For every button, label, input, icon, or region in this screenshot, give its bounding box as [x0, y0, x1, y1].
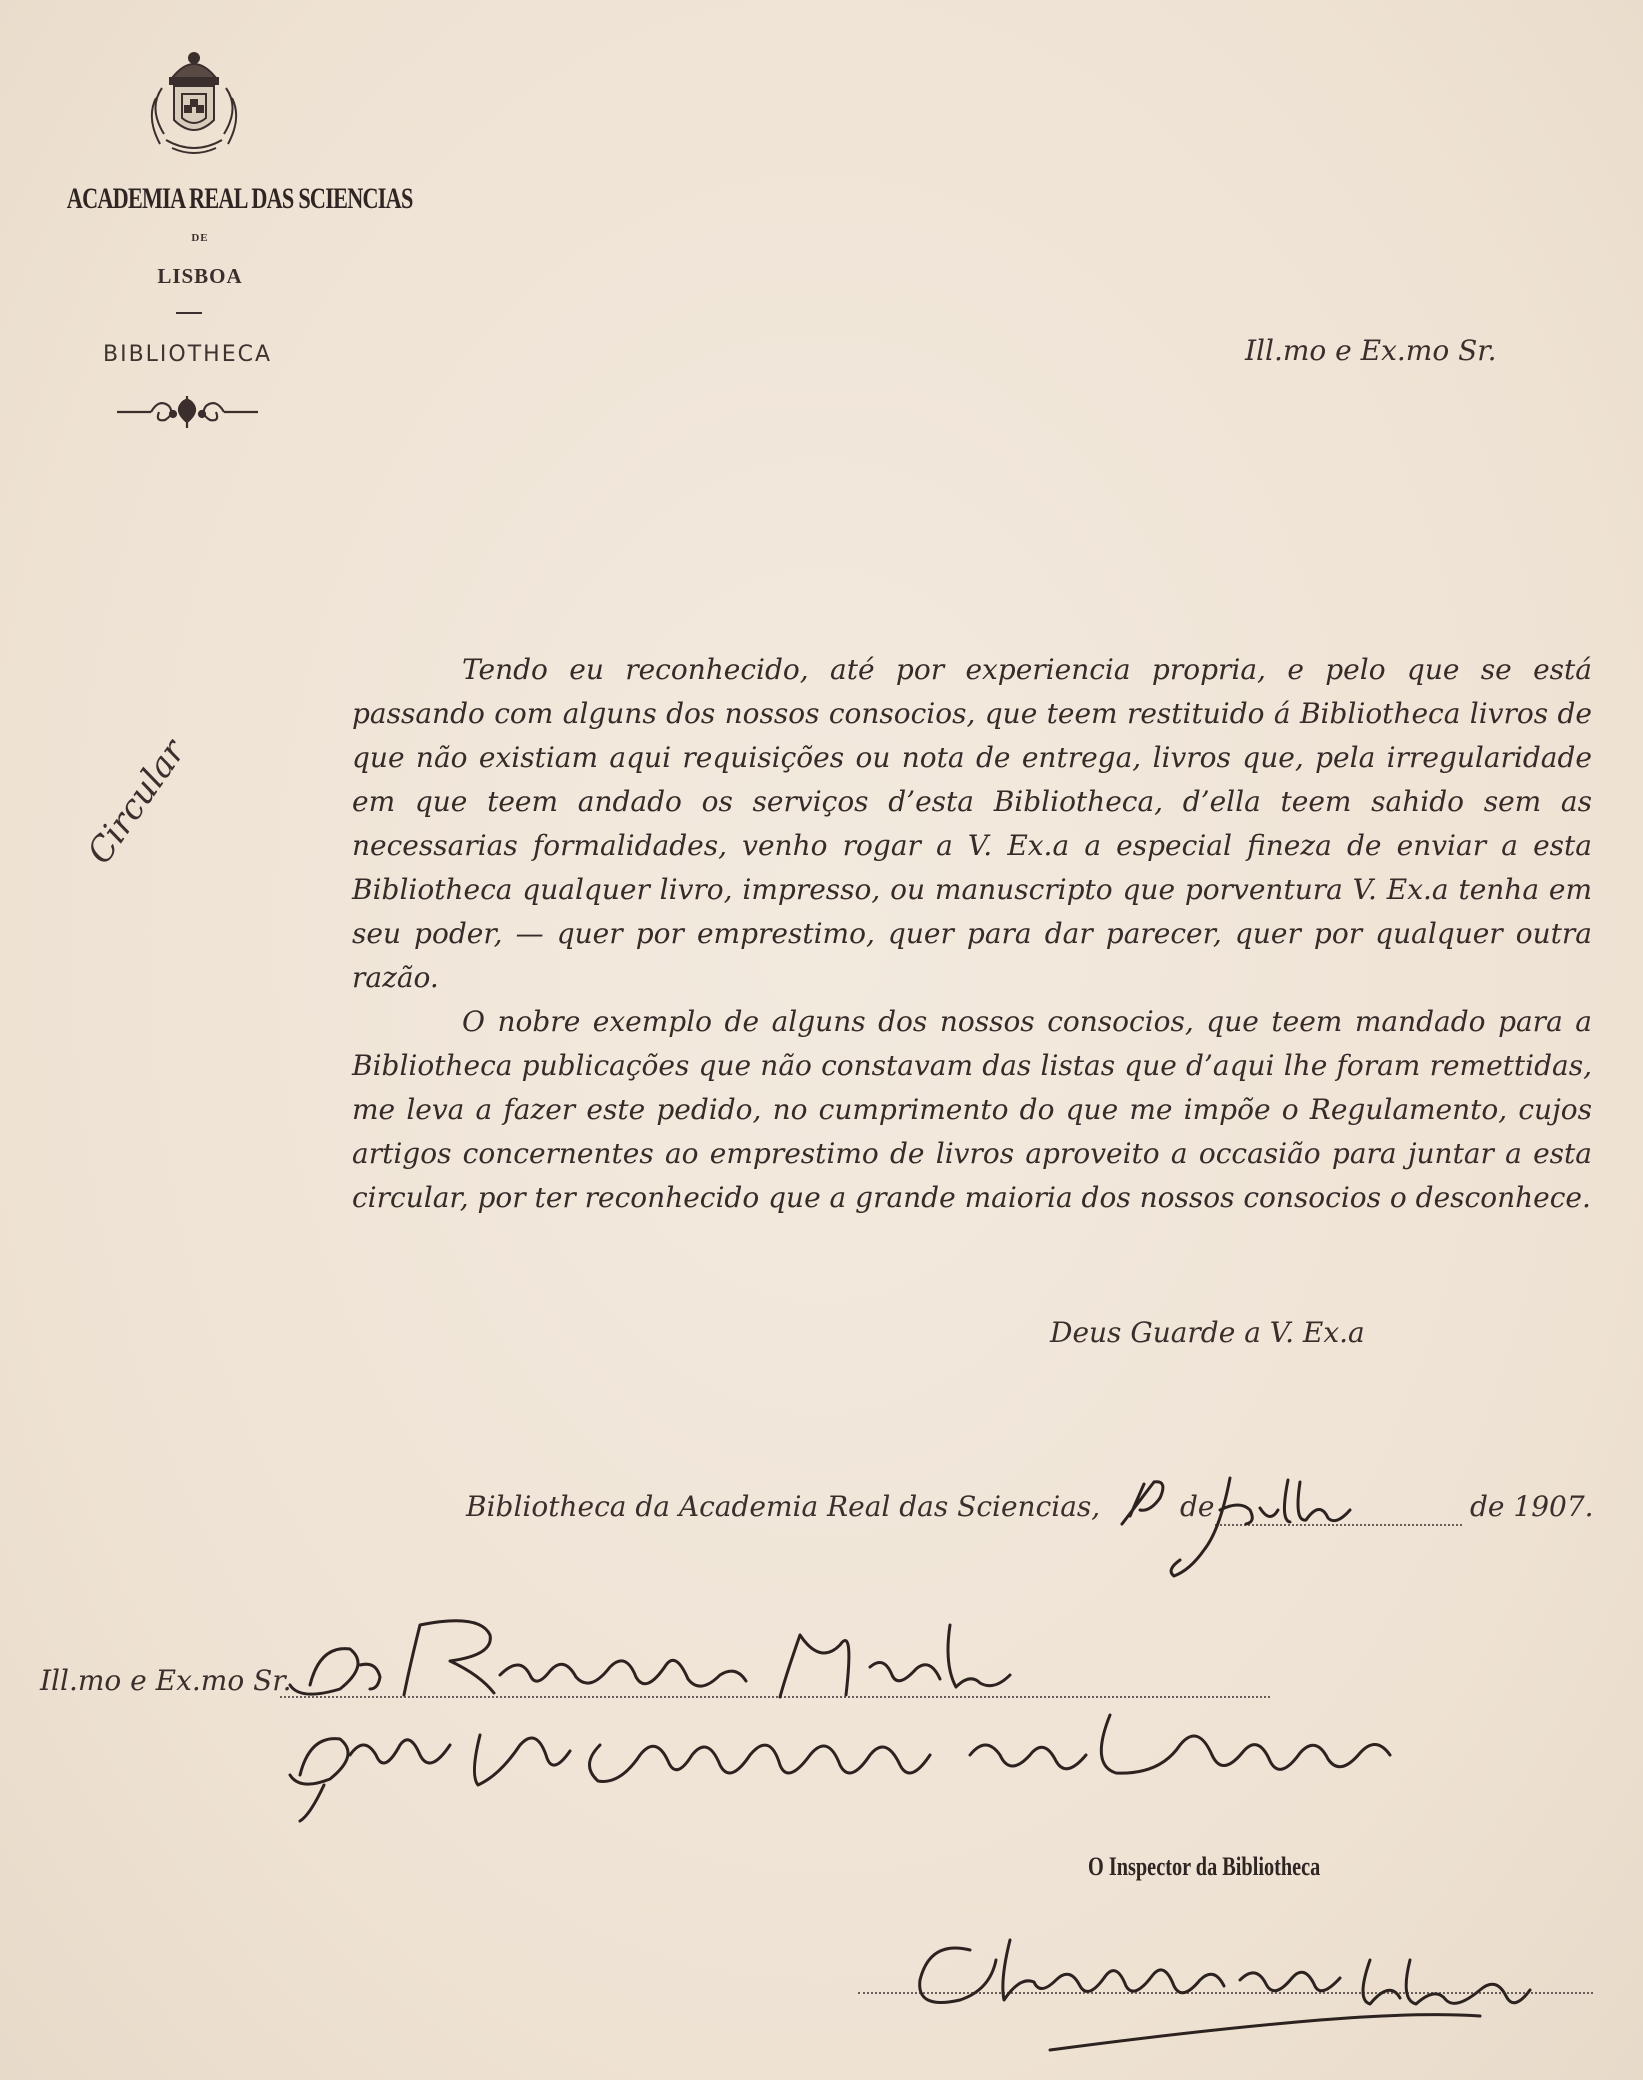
letterhead-divider [176, 312, 202, 314]
handwritten-month-signature [1160, 1470, 1400, 1580]
department-name: BIBLIOTHECA [102, 342, 273, 367]
handwritten-addressee-signature [280, 1605, 1500, 1825]
salutation-heading: Ill.mo e Ex.mo Sr. [1245, 334, 1497, 367]
closing-formula: Deus Guarde a V. Ex.a [1050, 1316, 1365, 1349]
addressee-label: Ill.mo e Ex.mo Sr. [40, 1664, 292, 1697]
institution-preposition: DE [191, 232, 209, 244]
flourish-ornament-icon [115, 392, 260, 432]
signatory-title: O Inspector da Bibliotheca [1088, 1852, 1321, 1881]
handwritten-inspector-signature [900, 1920, 1540, 2070]
institution-city: LISBOA [157, 264, 243, 288]
date-place: Bibliotheca da Academia Real das Sciencias, [466, 1490, 1101, 1523]
royal-coat-of-arms-icon [142, 48, 246, 158]
body-paragraph-2: O nobre exemplo de alguns dos nossos consocios, que teem mandado para a Bibliotheca publicações que não constavam das listas que d’aqui lhe foram remettidas, me leva a fazer este pedido, no cumprimento do que me impõe o Regulamento, cujos artigos concernentes ao emprestimo de livros aproveito a occasião para juntar a esta circular, por ter reconhecido que a grande maioria dos nossos consocios o desconhece. [352, 1005, 1592, 1214]
institution-name: ACADEMIA REAL DAS SCIENCIAS [66, 182, 413, 215]
date-de: de [1180, 1490, 1215, 1523]
circular-stamp: Circular [79, 732, 194, 872]
date-year: de 1907. [1470, 1490, 1594, 1523]
body-paragraph-1: Tendo eu reconhecido, até por experiencia propria, e pelo que se está passando com alguns dos nossos consocios, que teem restituido á Bibliotheca livros de que não existiam aqui requisições ou nota de entrega, livros que, pela irregularidade em que teem andado os serviços d’esta Bibliotheca, d’ella teem sahido sem as necessarias formalidades, venho rogar a V. Ex.a a especial fineza de enviar a esta Bibliotheca qualquer livro, impresso, ou manuscripto que porventura V. Ex.a tenha em seu poder, — quer por emprestimo, quer para dar parecer, quer por qualquer outra razão. [352, 653, 1592, 994]
letter-body [352, 648, 1592, 1220]
